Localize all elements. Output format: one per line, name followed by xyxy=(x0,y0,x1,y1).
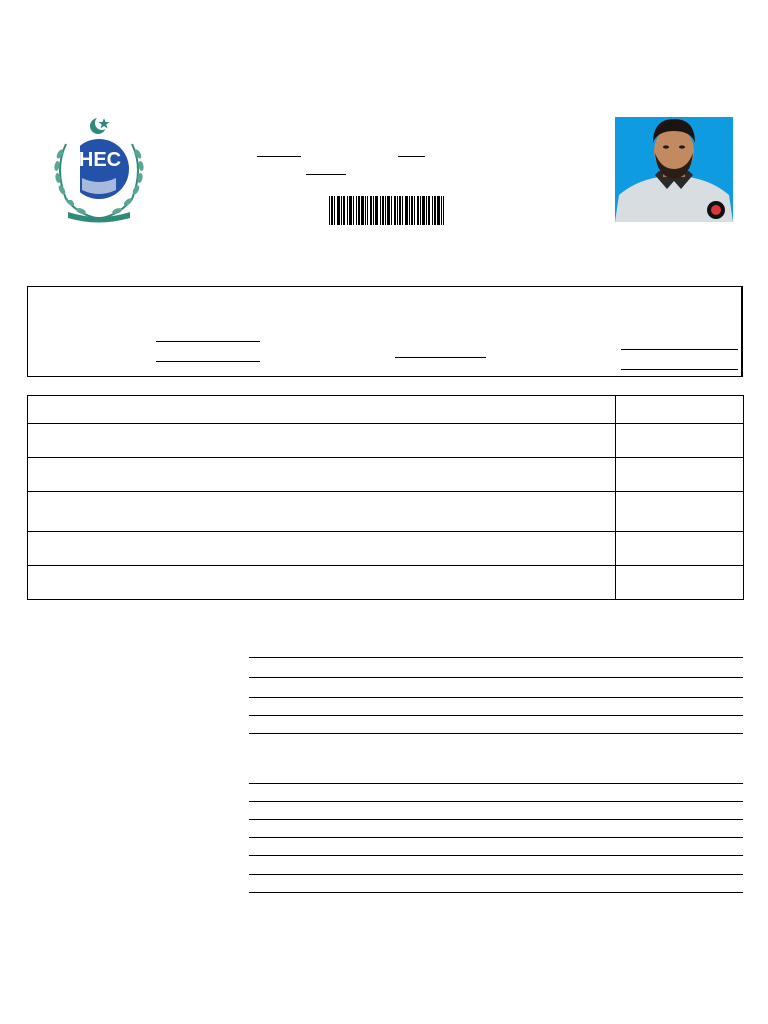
svg-text:HEC: HEC xyxy=(78,149,122,171)
applicant-info-box xyxy=(27,286,743,377)
info-underline xyxy=(156,341,260,342)
table-cell xyxy=(28,492,616,532)
hec-emblem-icon xyxy=(48,114,150,224)
info-underline xyxy=(621,369,738,370)
table-cell xyxy=(616,424,744,458)
info-underline xyxy=(156,361,260,362)
table-cell xyxy=(616,532,744,566)
info-underline xyxy=(395,357,486,358)
table-cell xyxy=(616,566,744,600)
table-row xyxy=(28,532,744,566)
table-row xyxy=(28,492,744,532)
table-cell xyxy=(616,492,744,532)
form-line xyxy=(249,801,743,802)
table-cell xyxy=(616,458,744,492)
header-underline xyxy=(398,156,425,157)
header-underline xyxy=(257,156,301,157)
table-cell xyxy=(28,566,616,600)
applicant-photo xyxy=(615,117,733,222)
table-cell xyxy=(28,458,616,492)
table-row xyxy=(28,424,744,458)
table-cell xyxy=(28,532,616,566)
form-line xyxy=(249,819,743,820)
table-row xyxy=(28,458,744,492)
form-line xyxy=(249,892,743,893)
table-cell xyxy=(616,396,744,424)
form-line xyxy=(249,715,743,716)
form-line xyxy=(249,733,743,734)
form-line xyxy=(249,855,743,856)
table-cell xyxy=(28,424,616,458)
table-row xyxy=(28,396,744,424)
table-cell xyxy=(28,396,616,424)
form-line xyxy=(249,697,743,698)
form-line xyxy=(249,657,743,658)
barcode-icon xyxy=(329,196,446,225)
form-line xyxy=(249,677,743,678)
form-line xyxy=(249,874,743,875)
header-underline xyxy=(306,174,346,175)
info-underline xyxy=(621,349,738,350)
form-line xyxy=(249,783,743,784)
table-row xyxy=(28,566,744,600)
marks-table xyxy=(27,395,744,600)
form-line xyxy=(249,837,743,838)
